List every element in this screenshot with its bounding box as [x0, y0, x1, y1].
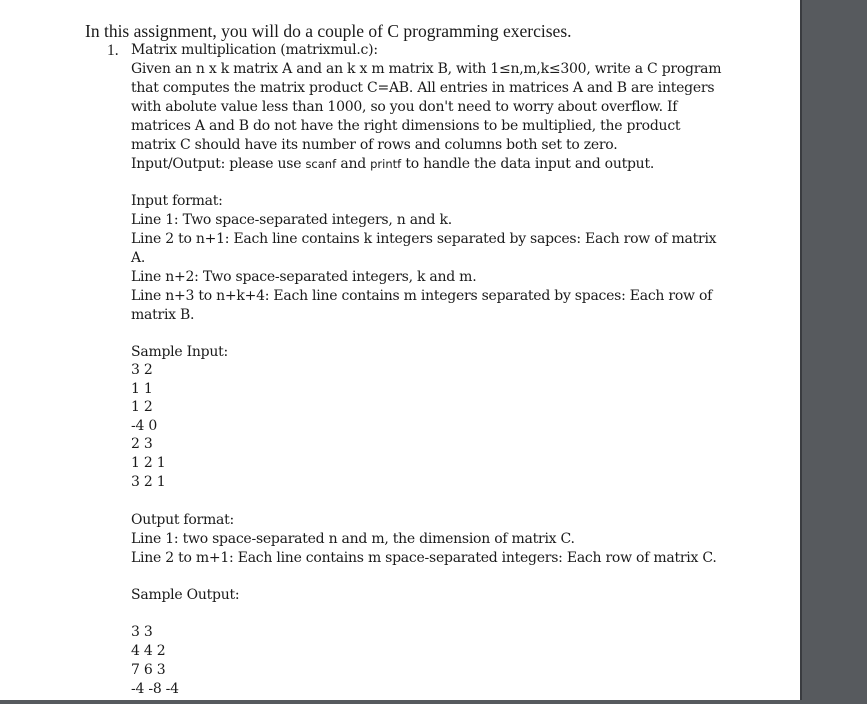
- output-format-line: Line 1: two space-separated n and m, the dimension of matrix C.: [131, 531, 575, 547]
- scanf-code: scanf: [305, 157, 337, 171]
- sample-input-line: 2 3: [131, 436, 153, 452]
- input-format-line: matrix B.: [131, 307, 195, 323]
- sample-input-line: 1 1: [131, 381, 153, 397]
- io-middle: and: [336, 156, 371, 172]
- input-format-heading: Input format:: [131, 193, 223, 209]
- io-instruction: [131, 155, 654, 174]
- input-format-line: Line 1: Two space-separated integers, n and k.: [131, 212, 452, 228]
- sample-input-line: 1 2 1: [131, 455, 166, 471]
- description-line: Given an n x k matrix A and an k x m matrix B, with 1≤n,m,k≤300, write a C program: [131, 61, 722, 77]
- description-line: matrices A and B do not have the right dimensions to be multiplied, the product: [131, 118, 681, 134]
- input-format-line: Line 2 to n+1: Each line contains k integers separated by sapces: Each row of matrix: [131, 231, 717, 247]
- sample-input-line: 3 2 1: [131, 474, 166, 490]
- input-format-line: A.: [131, 250, 146, 266]
- sample-input-line: 1 2: [131, 399, 153, 415]
- sample-output-line: 4 4 2: [131, 643, 166, 659]
- sample-output-heading: Sample Output:: [131, 587, 240, 603]
- list-item-number: 1.: [107, 42, 119, 59]
- sample-output-line: 7 6 3: [131, 662, 166, 678]
- viewer-side-panel: [802, 0, 867, 704]
- viewer-bottom-bar: [0, 700, 802, 704]
- output-format-line: Line 2 to m+1: Each line contains m space-separated integers: Each row of matrix C.: [131, 550, 717, 566]
- sample-input-heading: Sample Input:: [131, 344, 229, 360]
- exercise-title: Matrix multiplication (matrixmul.c):: [131, 42, 378, 58]
- input-format-line: Line n+3 to n+k+4: Each line contains m integers separated by spaces: Each row of: [131, 288, 713, 304]
- io-prefix: Input/Output: please use: [131, 156, 306, 172]
- io-suffix: to handle the data input and output.: [401, 156, 655, 172]
- description-line: with abolute value less than 1000, so you don't need to worry about overflow. If: [131, 99, 678, 115]
- sample-input-line: -4 0: [131, 418, 157, 434]
- sample-output-line: 3 3: [131, 624, 153, 640]
- printf-code: printf: [370, 157, 402, 171]
- sample-input-line: 3 2: [131, 362, 153, 378]
- description-line: matrix C should have its number of rows and columns both set to zero.: [131, 137, 618, 153]
- description-line: that computes the matrix product C=AB. All entries in matrices A and B are integers: [131, 80, 715, 96]
- intro-text: In this assignment, you will do a couple of C programming exercises.: [85, 21, 572, 41]
- input-format-line: Line n+2: Two space-separated integers, k and m.: [131, 269, 477, 285]
- output-format-heading: Output format:: [131, 512, 234, 528]
- sample-output-line: -4 -8 -4: [131, 681, 179, 697]
